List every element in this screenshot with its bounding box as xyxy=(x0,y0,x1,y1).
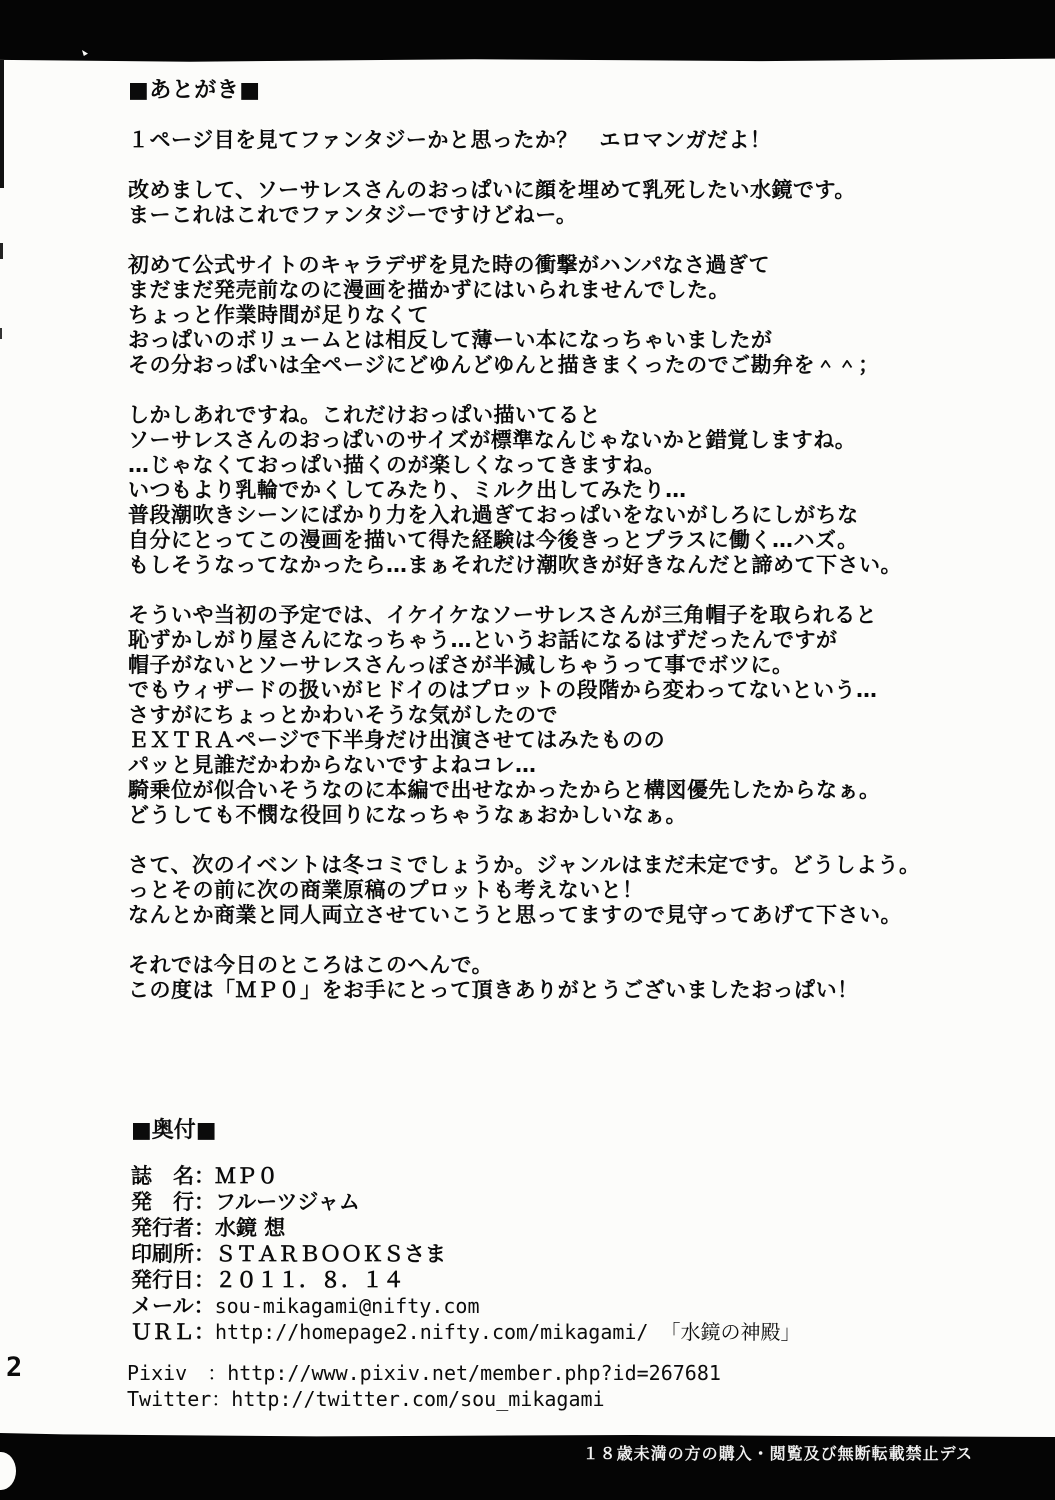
text-line: さすがにちょっとかわいそうな気がしたので xyxy=(128,703,558,727)
text-line: ＥＸＴＲＡページで下半身だけ出演させてはみたものの xyxy=(128,728,666,752)
colophon-label: 誌 名： xyxy=(131,1164,215,1188)
colophon-row-printer xyxy=(131,1241,801,1267)
text-line: 帽子がないとソーサレスさんっぽさが半減しちゃうって事でボツに。 xyxy=(128,653,794,677)
text-line: まだまだ発売前なのに漫画を描かずにはいられませんでした。 xyxy=(128,278,730,302)
email-address: sou-mikagami@nifty.com xyxy=(214,1294,480,1318)
text-line: 自分にとってこの漫画を描いて得た経験は今後きっとプラスに働く…ハズ。 xyxy=(128,528,859,552)
afterword-section xyxy=(128,78,920,1028)
paragraph xyxy=(128,403,920,578)
colophon-value: ＭＰ０ xyxy=(215,1164,278,1188)
pixiv-row xyxy=(127,1360,721,1386)
colophon-row-date xyxy=(131,1267,801,1293)
colophon-label: 発 行： xyxy=(131,1190,215,1214)
twitter-row xyxy=(127,1386,721,1412)
text-line: １ページ目を見てファンタジーかと思ったか？ エロマンガだよ！ xyxy=(128,128,772,152)
pixiv-url: http://www.pixiv.net/member.php?id=267681 xyxy=(227,1361,721,1385)
colophon-section xyxy=(131,1113,801,1345)
text-line: 騎乗位が似合いそうなのに本編で出せなかったからと構図優先したからなぁ。 xyxy=(128,778,881,802)
text-line: 普段潮吹きシーンにばかり力を入れ過ぎておっぱいをないがしろにしがちな xyxy=(128,503,859,527)
paragraph xyxy=(128,853,920,928)
homepage-url: http://homepage2.nifty.com/mikagami/ 「水鏡の神殿」 xyxy=(215,1320,801,1344)
colophon-label: 印刷所： xyxy=(131,1242,215,1266)
text-line: しかしあれですね。これだけおっぱい描いてると xyxy=(128,403,601,427)
afterword-heading: ■あとがき■ xyxy=(128,78,261,103)
text-line: …じゃなくておっぱい描くのが楽しくなってきますね。 xyxy=(128,453,666,477)
text-line: その分おっぱいは全ページにどゆんどゆんと描きまくったのでご勘弁を＾＾； xyxy=(128,353,880,377)
colophon-value: ＳＴＡＲＢＯＯＫＳさま xyxy=(215,1242,446,1266)
paragraph xyxy=(128,253,920,378)
colophon-value: ２０１１．８．１４ xyxy=(215,1268,404,1292)
text-line: おっぱいのボリュームとは相反して薄ーい本になっちゃいましたが xyxy=(128,328,773,352)
text-line: そういや当初の予定では、イケイケなソーサレスさんが三角帽子を取られると xyxy=(128,603,878,627)
colophon-row-publisher-circle xyxy=(131,1189,801,1215)
scan-artifact xyxy=(0,328,2,339)
scan-artifact xyxy=(0,243,3,259)
text-line: まーこれはこれでファンタジーですけどねー。 xyxy=(128,203,578,227)
colophon-row-title xyxy=(131,1163,801,1189)
social-links-section xyxy=(127,1360,721,1412)
text-line: 恥ずかしがり屋さんになっちゃう…というお話になるはずだったんですが xyxy=(128,628,838,652)
colophon-label: メール： xyxy=(131,1294,215,1318)
age-restriction-notice: １８歳未満の方の購入・閲覧及び無断転載禁止デス xyxy=(582,1444,973,1463)
twitter-label: Twitter： xyxy=(127,1387,232,1411)
colophon-heading: ■奥付■ xyxy=(131,1118,217,1143)
text-line: 改めまして、ソーサレスさんのおっぱいに顔を埋めて乳死したい水鏡です。 xyxy=(128,178,856,202)
colophon-value: フルーツジャム xyxy=(215,1190,360,1214)
page-number: 2 xyxy=(6,1352,23,1383)
paragraph xyxy=(128,128,920,153)
text-line: さて、次のイベントは冬コミでしょうか。ジャンルはまだ未定です。どうしよう。 xyxy=(128,853,921,877)
text-line: それでは今日のところはこのへんで。 xyxy=(128,953,494,977)
text-line: いつもより乳輪でかくしてみたり、ミルク出してみたり… xyxy=(128,478,687,502)
twitter-url: http://twitter.com/sou_mikagami xyxy=(231,1387,605,1411)
text-line: でもウィザードの扱いがヒドイのはプロットの段階から変わってないという… xyxy=(128,678,878,702)
text-line: パッと見誰だかわからないですよねコレ… xyxy=(128,753,537,777)
scan-artifact xyxy=(0,60,4,188)
paragraph xyxy=(128,178,920,228)
colophon-label: 発行日： xyxy=(131,1268,215,1292)
text-line: この度は「ＭＰ０」をお手にとって頂きありがとうございましたおっぱい！ xyxy=(128,978,859,1002)
colophon-label: ＵＲＬ： xyxy=(131,1320,215,1344)
text-line: どうしても不憫な役回りになっちゃうなぁおかしいなぁ。 xyxy=(128,803,687,827)
text-line: っとその前に次の商業原稿のプロットも考えないと！ xyxy=(128,878,644,902)
colophon-value: 水鏡 想 xyxy=(215,1216,286,1240)
text-line: ソーサレスさんのおっぱいのサイズが標準なんじゃないかと錯覚しますね。 xyxy=(128,428,857,452)
text-line: もしそうなってなかったら…まぁそれだけ潮吹きが好きなんだと諦めて下さい。 xyxy=(128,553,902,577)
top-scan-bar xyxy=(0,0,1055,63)
text-line: ちょっと作業時間が足りなくて xyxy=(128,303,429,327)
paragraph xyxy=(128,953,920,1003)
colophon-label: 発行者： xyxy=(131,1216,215,1240)
paragraph xyxy=(128,603,920,828)
colophon-row-author xyxy=(131,1215,801,1241)
text-line: なんとか商業と同人両立させていこうと思ってますので見守ってあげて下さい。 xyxy=(128,903,902,927)
text-line: 初めて公式サイトのキャラデザを見た時の衝撃がハンパなさ過ぎて xyxy=(128,253,771,277)
colophon-row-url xyxy=(131,1319,801,1345)
colophon-row-email xyxy=(131,1293,801,1319)
pixiv-label: Pixiv ： xyxy=(127,1361,228,1385)
